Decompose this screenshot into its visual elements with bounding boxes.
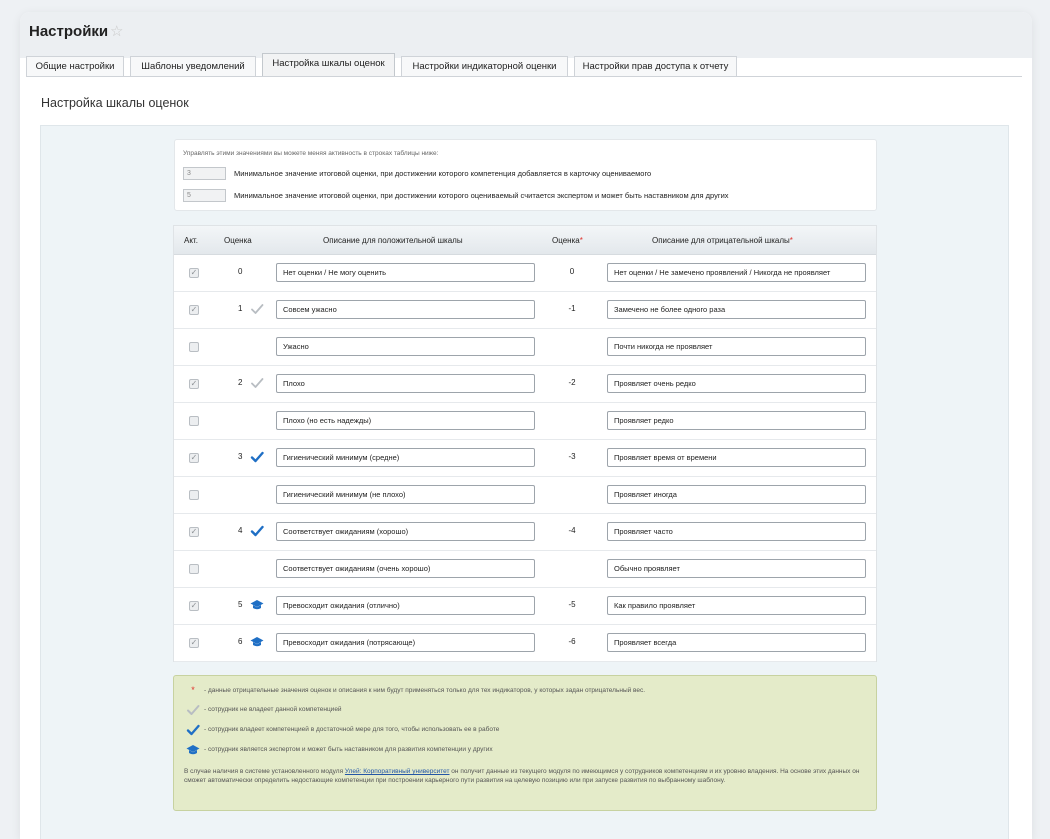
active-checkbox[interactable]: ✓ (190, 268, 198, 277)
header-active: Акт. (184, 236, 198, 245)
check-gray-icon (250, 376, 264, 390)
min-added-label: Минимальное значение итоговой оценки, при достижении которого компетенция добавляется в карточку оцениваемого (234, 169, 652, 178)
star-icon[interactable]: ☆ (110, 23, 124, 40)
negative-description-input[interactable]: Обычно проявляет (607, 559, 866, 578)
negative-description-input[interactable]: Замечено не более одного раза (607, 300, 866, 319)
required-mark: * (579, 236, 583, 245)
legend-has-competence-text: - сотрудник владеет компетенцией в достаточной мере для того, чтобы использовать ее в работе (204, 726, 500, 733)
required-mark: * (789, 236, 793, 245)
score-value: 1 (238, 304, 243, 313)
limits-box (174, 139, 877, 211)
active-checkbox[interactable]: ✓ (190, 638, 198, 647)
tab-rating-scale[interactable]: Настройка шкалы оценок (262, 53, 395, 77)
negative-description-input[interactable]: Как правило проявляет (607, 596, 866, 615)
legend-expert-text: - сотрудник является экспертом и может быть наставником для развития компетенции у других (204, 746, 493, 753)
limits-hint: Управлять этими значениями вы можете меняя активность в строках таблицы ниже: (183, 150, 439, 157)
rating-scale-table (173, 225, 877, 662)
title-bar (20, 12, 1032, 58)
positive-description-input[interactable]: Соответствует ожиданиям (очень хорошо) (276, 559, 535, 578)
table-row (174, 366, 876, 403)
score-value: 6 (238, 637, 243, 646)
header-positive-description: Описание для положительной шкалы (323, 236, 463, 245)
settings-window (20, 12, 1032, 839)
note-before: В случае наличия в системе установленного модуля (184, 768, 345, 775)
negative-description-input[interactable]: Нет оценки / Не замечено проявлений / Никогда не проявляет (607, 263, 866, 282)
negative-description-input[interactable]: Проявляет иногда (607, 485, 866, 504)
active-checkbox[interactable]: ✓ (190, 305, 198, 314)
active-checkbox[interactable]: ✓ (190, 527, 198, 536)
graduation-cap-icon (186, 744, 200, 756)
tab-report-access[interactable]: Настройки прав доступа к отчету (574, 56, 737, 77)
tab-divider (26, 76, 1022, 77)
min-expert-label: Минимальное значение итоговой оценки, при достижении которого оцениваемый считается экспертом и может быть наставником для других (234, 191, 729, 200)
header-negative-description-label: Описание для отрицательной шкалы (652, 236, 790, 245)
negative-description-input[interactable]: Проявляет всегда (607, 633, 866, 652)
min-added-input[interactable]: 3 (183, 167, 226, 180)
header-negative-score (552, 236, 583, 245)
min-expert-input[interactable]: 5 (183, 189, 226, 202)
table-row (174, 588, 876, 625)
positive-description-input[interactable]: Плохо (но есть надежды) (276, 411, 535, 430)
active-checkbox[interactable] (189, 416, 199, 426)
positive-description-input[interactable]: Превосходит ожидания (отлично) (276, 596, 535, 615)
check-blue-icon (186, 724, 200, 736)
score-value: 0 (238, 267, 243, 276)
active-checkbox[interactable]: ✓ (190, 453, 198, 462)
table-row (174, 440, 876, 477)
negative-description-input[interactable]: Проявляет время от времени (607, 448, 866, 467)
positive-description-input[interactable]: Соответствует ожиданиям (хорошо) (276, 522, 535, 541)
legend-box (173, 675, 877, 811)
active-checkbox[interactable]: ✓ (190, 379, 198, 388)
positive-description-input[interactable]: Ужасно (276, 337, 535, 356)
tab-indicator-rating[interactable]: Настройки индикаторной оценки (401, 56, 568, 77)
section-title: Настройка шкалы оценок (41, 96, 189, 110)
table-row (174, 292, 876, 329)
negative-description-input[interactable]: Проявляет часто (607, 522, 866, 541)
negative-score-value: -6 (568, 637, 576, 646)
negative-description-input[interactable]: Проявляет очень редко (607, 374, 866, 393)
active-checkbox[interactable] (189, 342, 199, 352)
score-value: 5 (238, 600, 243, 609)
check-gray-icon (250, 302, 264, 316)
table-row (174, 477, 876, 514)
note-after: он получит данные из текущего модуля по имеющимся у сотрудников компетенциям и их уровню владения. На основе этих данных он сможет автоматически определить недостающие компетенции при построении карьерного пути развития на целевую позицию или при запуске развития по выбранному шаблону. (184, 768, 860, 784)
table-row (174, 551, 876, 588)
table-row (174, 625, 876, 662)
university-link[interactable]: Улей: Корпоративный университет (344, 768, 450, 775)
positive-description-input[interactable]: Превосходит ожидания (потрясающе) (276, 633, 535, 652)
active-checkbox[interactable] (189, 490, 199, 500)
negative-description-input[interactable]: Проявляет редко (607, 411, 866, 430)
table-row (174, 255, 876, 292)
table-row (174, 329, 876, 366)
positive-description-input[interactable]: Нет оценки / Не могу оценить (276, 263, 535, 282)
active-checkbox[interactable] (189, 564, 199, 574)
legend-no-competence-text: - сотрудник не владеет данной компетенцией (204, 706, 342, 713)
legend-note (184, 767, 868, 785)
negative-score-value: -5 (568, 600, 576, 609)
table-row (174, 403, 876, 440)
negative-score-value: 0 (569, 267, 575, 276)
positive-description-input[interactable]: Совсем ужасно (276, 300, 535, 319)
negative-score-value: -2 (568, 378, 576, 387)
table-row (174, 514, 876, 551)
negative-score-value: -1 (568, 304, 576, 313)
negative-description-input[interactable]: Почти никогда не проявляет (607, 337, 866, 356)
header-negative-score-label: Оценка (552, 236, 580, 245)
graduation-cap-icon (250, 598, 264, 612)
positive-description-input[interactable]: Гигиенический минимум (средне) (276, 448, 535, 467)
score-value: 4 (238, 526, 243, 535)
tab-notification-templates[interactable]: Шаблоны уведомлений (130, 56, 256, 77)
check-blue-icon (250, 524, 264, 538)
legend-asterisk-text: - данные отрицательные значения оценок и описания к ним будут применяться только для тех индикаторов, у которых задан отрицательный вес. (204, 687, 646, 694)
header-score: Оценка (224, 236, 252, 245)
negative-score-value: -3 (568, 452, 576, 461)
tab-general[interactable]: Общие настройки (26, 56, 124, 77)
positive-description-input[interactable]: Плохо (276, 374, 535, 393)
page-title: Настройки (29, 23, 109, 40)
table-header (174, 226, 876, 255)
header-negative-description (652, 236, 793, 245)
check-gray-icon (186, 704, 200, 716)
score-value: 2 (238, 378, 243, 387)
active-checkbox[interactable]: ✓ (190, 601, 198, 610)
negative-score-value: -4 (568, 526, 576, 535)
graduation-cap-icon (250, 635, 264, 649)
positive-description-input[interactable]: Гигиенический минимум (не плохо) (276, 485, 535, 504)
score-value: 3 (238, 452, 243, 461)
asterisk-mark: * (191, 685, 195, 695)
check-blue-icon (250, 450, 264, 464)
